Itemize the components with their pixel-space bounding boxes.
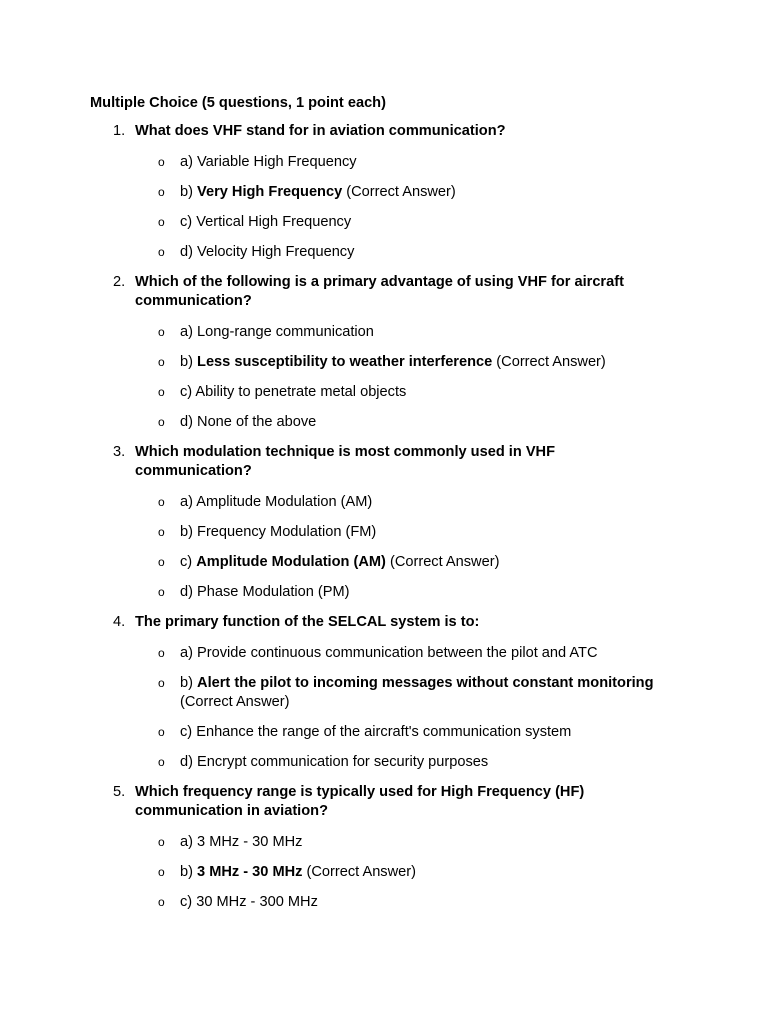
circle-bullet-icon: o — [158, 585, 165, 599]
option-letter: c) — [180, 214, 197, 230]
option-item — [0, 383, 768, 402]
option-list — [0, 493, 768, 602]
option-text — [180, 383, 680, 402]
option-item — [0, 213, 768, 232]
question-number: 2. — [113, 274, 126, 290]
option-letter: a) — [180, 834, 198, 850]
circle-bullet-icon: o — [158, 385, 165, 399]
option-correct-answer: Amplitude Modulation (AM) — [196, 554, 386, 570]
option-text — [180, 213, 680, 232]
option-correct-note: (Correct Answer) — [180, 694, 290, 710]
option-letter: b) — [180, 864, 198, 880]
circle-bullet-icon: o — [158, 355, 165, 369]
circle-bullet-icon: o — [158, 895, 165, 909]
question-1 — [0, 122, 768, 262]
option-letter: d) — [180, 754, 198, 770]
circle-bullet-icon: o — [158, 835, 165, 849]
option-label: Ability to penetrate metal objects — [195, 384, 407, 400]
circle-bullet-icon: o — [158, 725, 165, 739]
option-list — [0, 644, 768, 772]
circle-bullet-icon: o — [158, 155, 165, 169]
question-text: Which modulation technique is most commonly used in VHF communication? — [135, 444, 556, 479]
option-letter: a) — [180, 154, 198, 170]
option-letter: b) — [180, 675, 198, 691]
question-text: What does VHF stand for in aviation communication? — [135, 123, 506, 139]
section-title: Multiple Choice (5 questions, 1 point each) — [90, 95, 386, 111]
option-item — [0, 243, 768, 262]
option-label: Velocity High Frequency — [197, 244, 355, 260]
option-item — [0, 413, 768, 432]
option-list — [0, 153, 768, 262]
question-2 — [0, 273, 768, 432]
option-letter: a) — [180, 645, 198, 661]
option-text — [180, 323, 680, 342]
option-list — [0, 833, 768, 912]
option-item — [0, 674, 768, 712]
option-item — [0, 353, 768, 372]
circle-bullet-icon: o — [158, 495, 165, 509]
option-correct-note: (Correct Answer) — [342, 184, 456, 200]
option-list — [0, 323, 768, 432]
circle-bullet-icon: o — [158, 676, 165, 690]
option-text — [180, 893, 680, 912]
option-letter: b) — [180, 524, 198, 540]
circle-bullet-icon: o — [158, 185, 165, 199]
question-number: 1. — [113, 123, 126, 139]
option-correct-answer: Alert the pilot to incoming messages without constant monitoring — [197, 675, 654, 691]
question-4 — [0, 613, 768, 772]
option-label: None of the above — [197, 414, 317, 430]
option-letter: c) — [180, 384, 196, 400]
option-letter: c) — [180, 554, 197, 570]
circle-bullet-icon: o — [158, 865, 165, 879]
question-list — [0, 122, 768, 923]
question-text: Which frequency range is typically used for High Frequency (HF) communication in aviation? — [135, 784, 585, 819]
circle-bullet-icon: o — [158, 525, 165, 539]
option-item — [0, 863, 768, 882]
option-text — [180, 833, 680, 852]
option-label: Provide continuous communication between the pilot and ATC — [197, 645, 598, 661]
circle-bullet-icon: o — [158, 325, 165, 339]
question-text: The primary function of the SELCAL system is to: — [135, 614, 480, 630]
circle-bullet-icon: o — [158, 646, 165, 660]
option-correct-answer: Less susceptibility to weather interference — [197, 354, 493, 370]
option-correct-note: (Correct Answer) — [385, 554, 500, 570]
option-text — [180, 523, 680, 542]
option-text — [180, 753, 680, 772]
option-item — [0, 753, 768, 772]
option-item — [0, 893, 768, 912]
option-label: Amplitude Modulation (AM) — [196, 494, 373, 510]
option-label: Encrypt communication for security purposes — [197, 754, 489, 770]
option-item — [0, 723, 768, 742]
option-correct-answer: Very High Frequency — [197, 184, 343, 200]
option-text — [180, 243, 680, 262]
option-letter: a) — [180, 324, 198, 340]
option-item — [0, 323, 768, 342]
option-label: Enhance the range of the aircraft's communication system — [196, 724, 572, 740]
circle-bullet-icon: o — [158, 215, 165, 229]
question-text: Which of the following is a primary advantage of using VHF for aircraft communication? — [135, 274, 624, 309]
option-label: 30 MHz - 300 MHz — [196, 894, 318, 910]
option-item — [0, 523, 768, 542]
option-item — [0, 833, 768, 852]
option-label: Vertical High Frequency — [196, 214, 352, 230]
question-3 — [0, 443, 768, 602]
option-item — [0, 583, 768, 602]
option-correct-note: (Correct Answer) — [492, 354, 606, 370]
option-text — [180, 353, 680, 372]
option-letter: d) — [180, 584, 198, 600]
option-text — [180, 553, 680, 572]
option-text — [180, 183, 680, 202]
question-number: 4. — [113, 614, 126, 630]
option-letter: b) — [180, 184, 198, 200]
option-letter: c) — [180, 894, 197, 910]
option-text — [180, 674, 680, 712]
option-item — [0, 553, 768, 572]
circle-bullet-icon: o — [158, 415, 165, 429]
question-number: 3. — [113, 444, 126, 460]
option-item — [0, 153, 768, 172]
option-text — [180, 583, 680, 602]
option-text — [180, 863, 680, 882]
option-text — [180, 723, 680, 742]
option-item — [0, 644, 768, 663]
option-text — [180, 153, 680, 172]
circle-bullet-icon: o — [158, 555, 165, 569]
option-letter: d) — [180, 244, 198, 260]
option-label: Frequency Modulation (FM) — [197, 524, 377, 540]
circle-bullet-icon: o — [158, 755, 165, 769]
circle-bullet-icon: o — [158, 245, 165, 259]
option-letter: a) — [180, 494, 197, 510]
option-label: 3 MHz - 30 MHz — [197, 834, 303, 850]
option-letter: c) — [180, 724, 197, 740]
option-item — [0, 493, 768, 512]
option-correct-answer: 3 MHz - 30 MHz — [197, 864, 303, 880]
option-text — [180, 413, 680, 432]
option-letter: b) — [180, 354, 198, 370]
option-label: Phase Modulation (PM) — [197, 584, 350, 600]
option-text — [180, 493, 680, 512]
option-text — [180, 644, 680, 663]
option-item — [0, 183, 768, 202]
option-correct-note: (Correct Answer) — [302, 864, 416, 880]
option-letter: d) — [180, 414, 198, 430]
question-number: 5. — [113, 784, 126, 800]
option-label: Variable High Frequency — [197, 154, 357, 170]
option-label: Long-range communication — [197, 324, 374, 340]
question-5 — [0, 783, 768, 912]
